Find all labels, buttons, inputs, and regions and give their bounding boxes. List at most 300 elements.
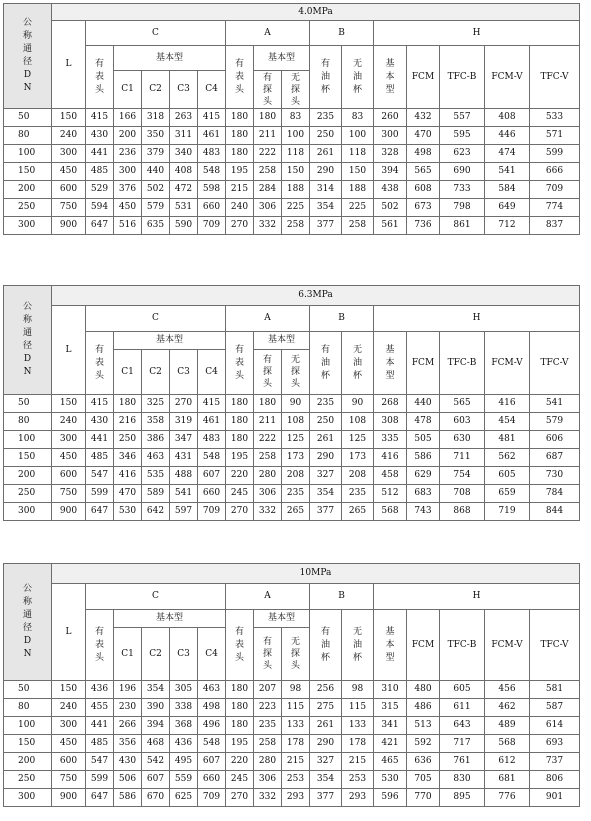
a-with-probe-header [254,350,282,395]
value-cell: 513 [407,717,440,735]
b-with-oil-cup-header [310,610,342,681]
c-c3-header: C3 [170,350,198,395]
value-cell: 587 [530,699,580,717]
value-cell: 225 [342,199,374,217]
value-cell: 431 [170,449,198,467]
h-fcm-header: FCM [407,610,440,681]
value-cell: 180 [226,413,254,431]
value-cell: 354 [310,485,342,503]
b-without-oil-cup-header [342,610,374,681]
value-cell: 215 [282,753,310,771]
value-cell: 481 [485,431,530,449]
c-c2-header: C2 [142,628,170,681]
value-cell: 315 [374,699,407,717]
value-cell: 258 [254,449,282,467]
value-cell: 125 [342,431,374,449]
value-cell: 115 [282,699,310,717]
value-cell: 600 [52,467,86,485]
value-cell: 488 [170,467,198,485]
value-cell: 450 [52,163,86,181]
c-c1-header: C1 [114,71,142,109]
value-cell: 261 [310,145,342,163]
dn-header-text: 公称通径DN [23,18,33,93]
dn-cell: 50 [4,109,52,127]
h-basic-header-text: 基本型 [385,344,395,381]
value-cell: 673 [407,199,440,217]
table-row [4,735,580,753]
value-cell: 335 [374,431,407,449]
value-cell: 108 [342,413,374,431]
value-cell: 150 [52,109,86,127]
group-b-header: B [310,584,374,610]
h-fcm-header: FCM [407,332,440,395]
table-row [4,127,580,145]
table-row [4,753,580,771]
value-cell: 390 [142,699,170,717]
value-cell: 530 [114,503,142,521]
value-cell: 310 [374,681,407,699]
value-cell: 461 [198,127,226,145]
h-tfc-b-header: TFC-B [440,610,485,681]
value-cell: 188 [282,181,310,199]
a-with-meter-header [226,610,254,681]
value-cell: 235 [282,485,310,503]
value-cell: 125 [282,431,310,449]
value-cell: 416 [374,449,407,467]
value-cell: 557 [440,109,485,127]
c-basic-type-header: 基本型 [114,332,226,350]
value-cell: 568 [374,503,407,521]
dn-header [4,564,52,681]
value-cell: 441 [86,431,114,449]
c-c3-header: C3 [170,628,198,681]
value-cell: 571 [530,127,580,145]
value-cell: 589 [142,485,170,503]
c-c2-header: C2 [142,350,170,395]
value-cell: 180 [226,717,254,735]
value-cell: 660 [198,771,226,789]
value-cell: 480 [407,681,440,699]
value-cell: 236 [114,145,142,163]
a-with-probe-header-text: 有探头 [263,355,273,389]
value-cell: 268 [374,395,407,413]
dn-header-text: 公称通径DN [23,302,33,377]
b-with-oil-cup-header [310,332,342,395]
a-basic-type-header: 基本型 [254,332,310,350]
value-cell: 215 [342,753,374,771]
table-row [4,467,580,485]
dn-cell: 250 [4,199,52,217]
value-cell: 258 [254,163,282,181]
value-cell: 643 [440,717,485,735]
pressure-title: 6.3MPa [52,286,580,306]
value-cell: 535 [142,467,170,485]
value-cell: 642 [142,503,170,521]
group-c-header: C [86,584,226,610]
spec-table-1 [3,3,580,235]
value-cell: 240 [52,127,86,145]
value-cell: 605 [440,681,485,699]
value-cell: 350 [142,127,170,145]
value-cell: 496 [198,717,226,735]
value-cell: 600 [52,753,86,771]
value-cell: 596 [374,789,407,807]
a-without-probe-header-text: 无探头 [291,355,301,389]
spec-table-2 [3,285,580,521]
group-a-header: A [226,306,310,332]
value-cell: 416 [485,395,530,413]
value-cell: 463 [142,449,170,467]
value-cell: 548 [198,735,226,753]
value-cell: 590 [170,217,198,235]
table-row [4,485,580,503]
value-cell: 90 [282,395,310,413]
value-cell: 900 [52,503,86,521]
value-cell: 311 [170,127,198,145]
value-cell: 512 [374,485,407,503]
value-cell: 505 [407,431,440,449]
value-cell: 581 [530,681,580,699]
c-c1-header: C1 [114,350,142,395]
value-cell: 250 [114,431,142,449]
value-cell: 432 [407,109,440,127]
table-row [4,181,580,199]
value-cell: 600 [52,181,86,199]
value-cell: 709 [198,503,226,521]
l-header: L [52,306,86,395]
value-cell: 461 [198,413,226,431]
value-cell: 568 [485,735,530,753]
value-cell: 305 [170,681,198,699]
value-cell: 180 [226,395,254,413]
value-cell: 415 [86,395,114,413]
value-cell: 458 [374,467,407,485]
value-cell: 455 [86,699,114,717]
value-cell: 270 [226,503,254,521]
value-cell: 261 [310,717,342,735]
value-cell: 245 [226,771,254,789]
value-cell: 150 [52,395,86,413]
value-cell: 98 [342,681,374,699]
value-cell: 465 [374,753,407,771]
value-cell: 647 [86,789,114,807]
value-cell: 415 [86,109,114,127]
table-row [4,395,580,413]
value-cell: 180 [226,127,254,145]
value-cell: 711 [440,449,485,467]
b-without-oil-cup-header-text: 无油杯 [353,626,363,663]
l-header: L [52,21,86,109]
group-c-header: C [86,306,226,332]
value-cell: 693 [530,735,580,753]
a-without-probe-header [282,350,310,395]
b-without-oil-cup-header [342,46,374,109]
value-cell: 776 [485,789,530,807]
value-cell: 150 [282,163,310,181]
value-cell: 250 [310,127,342,145]
value-cell: 354 [142,681,170,699]
value-cell: 245 [226,485,254,503]
a-with-probe-header [254,71,282,109]
value-cell: 450 [114,199,142,217]
value-cell: 659 [485,485,530,503]
a-with-meter-header-text: 有表头 [235,58,245,95]
value-cell: 440 [142,163,170,181]
h-tfc-b-header: TFC-B [440,332,485,395]
value-cell: 670 [142,789,170,807]
value-cell: 327 [310,467,342,485]
value-cell: 332 [254,217,282,235]
value-cell: 606 [530,431,580,449]
value-cell: 456 [485,681,530,699]
value-cell: 394 [374,163,407,181]
value-cell: 441 [86,145,114,163]
c-with-meter-header-text: 有表头 [95,344,105,381]
value-cell: 709 [198,217,226,235]
value-cell: 806 [530,771,580,789]
table-row [4,163,580,181]
c-basic-type-header: 基本型 [114,46,226,71]
b-without-oil-cup-header-text: 无油杯 [353,344,363,381]
value-cell: 798 [440,199,485,217]
value-cell: 586 [407,449,440,467]
value-cell: 450 [52,735,86,753]
value-cell: 774 [530,199,580,217]
value-cell: 284 [254,181,282,199]
value-cell: 235 [310,395,342,413]
dn-cell: 100 [4,431,52,449]
value-cell: 483 [198,145,226,163]
value-cell: 594 [86,199,114,217]
dn-cell: 250 [4,485,52,503]
b-with-oil-cup-header-text: 有油杯 [321,626,331,663]
value-cell: 300 [374,127,407,145]
value-cell: 683 [407,485,440,503]
value-cell: 300 [114,163,142,181]
value-cell: 166 [114,109,142,127]
value-cell: 240 [52,413,86,431]
value-cell: 485 [86,449,114,467]
value-cell: 83 [342,109,374,127]
value-cell: 133 [282,717,310,735]
value-cell: 258 [342,217,374,235]
value-cell: 314 [310,181,342,199]
group-a-header: A [226,21,310,46]
value-cell: 180 [226,681,254,699]
value-cell: 235 [254,717,282,735]
value-cell: 495 [170,753,198,771]
value-cell: 253 [282,771,310,789]
value-cell: 270 [226,789,254,807]
value-cell: 208 [342,467,374,485]
value-cell: 108 [282,413,310,431]
table-row [4,217,580,235]
value-cell: 719 [485,503,530,521]
value-cell: 463 [198,681,226,699]
dn-cell: 200 [4,181,52,199]
value-cell: 90 [342,395,374,413]
a-basic-type-header: 基本型 [254,610,310,628]
value-cell: 235 [342,485,374,503]
c-with-meter-header [86,610,114,681]
value-cell: 472 [170,181,198,199]
value-cell: 666 [530,163,580,181]
value-cell: 474 [485,145,530,163]
value-cell: 250 [310,413,342,431]
dn-cell: 80 [4,127,52,145]
value-cell: 266 [114,717,142,735]
value-cell: 306 [254,485,282,503]
value-cell: 356 [114,735,142,753]
value-cell: 901 [530,789,580,807]
value-cell: 325 [142,395,170,413]
value-cell: 180 [226,145,254,163]
value-cell: 211 [254,413,282,431]
value-cell: 258 [254,735,282,753]
h-fcm-v-header: FCM-V [485,332,530,395]
c-with-meter-header-text: 有表头 [95,58,105,95]
value-cell: 240 [52,699,86,717]
value-cell: 548 [198,449,226,467]
value-cell: 188 [342,181,374,199]
value-cell: 308 [374,413,407,431]
value-cell: 770 [407,789,440,807]
b-with-oil-cup-header-text: 有油杯 [321,58,331,95]
value-cell: 100 [342,127,374,145]
value-cell: 470 [114,485,142,503]
value-cell: 222 [254,145,282,163]
value-cell: 215 [226,181,254,199]
c-with-meter-header [86,332,114,395]
dn-cell: 150 [4,163,52,181]
dn-header [4,4,52,109]
value-cell: 743 [407,503,440,521]
b-without-oil-cup-header-text: 无油杯 [353,58,363,95]
value-cell: 178 [342,735,374,753]
b-without-oil-cup-header [342,332,374,395]
value-cell: 900 [52,789,86,807]
a-with-meter-header-text: 有表头 [235,344,245,381]
table-row [4,413,580,431]
value-cell: 584 [485,181,530,199]
value-cell: 579 [142,199,170,217]
value-cell: 830 [440,771,485,789]
value-cell: 712 [485,217,530,235]
value-cell: 629 [407,467,440,485]
value-cell: 485 [86,163,114,181]
a-basic-type-header: 基本型 [254,46,310,71]
value-cell: 180 [254,395,282,413]
value-cell: 150 [342,163,374,181]
value-cell: 328 [374,145,407,163]
value-cell: 379 [142,145,170,163]
value-cell: 647 [86,217,114,235]
value-cell: 733 [440,181,485,199]
table-row [4,503,580,521]
value-cell: 660 [198,199,226,217]
value-cell: 498 [407,145,440,163]
value-cell: 306 [254,199,282,217]
value-cell: 750 [52,485,86,503]
value-cell: 430 [86,127,114,145]
value-cell: 207 [254,681,282,699]
value-cell: 421 [374,735,407,753]
value-cell: 438 [374,181,407,199]
value-cell: 208 [282,467,310,485]
value-cell: 211 [254,127,282,145]
value-cell: 368 [170,717,198,735]
group-b-header: B [310,306,374,332]
c-c4-header: C4 [198,71,226,109]
h-basic-header [374,46,407,109]
value-cell: 900 [52,217,86,235]
value-cell: 708 [440,485,485,503]
dn-cell: 300 [4,789,52,807]
group-c-header: C [86,21,226,46]
value-cell: 630 [440,431,485,449]
dn-cell: 300 [4,503,52,521]
value-cell: 100 [282,127,310,145]
table-row [4,717,580,735]
h-fcm-v-header: FCM-V [485,610,530,681]
dn-header-text: 公称通径DN [23,584,33,659]
value-cell: 196 [114,681,142,699]
value-cell: 415 [198,109,226,127]
a-with-meter-header [226,46,254,109]
value-cell: 173 [342,449,374,467]
value-cell: 599 [86,485,114,503]
value-cell: 354 [310,199,342,217]
value-cell: 300 [52,145,86,163]
value-cell: 386 [142,431,170,449]
value-cell: 98 [282,681,310,699]
value-cell: 754 [440,467,485,485]
dn-cell: 200 [4,753,52,771]
value-cell: 195 [226,163,254,181]
value-cell: 635 [142,217,170,235]
value-cell: 547 [86,467,114,485]
value-cell: 280 [254,753,282,771]
group-a-header: A [226,584,310,610]
table-row [4,449,580,467]
value-cell: 868 [440,503,485,521]
value-cell: 598 [198,181,226,199]
value-cell: 347 [170,431,198,449]
value-cell: 687 [530,449,580,467]
value-cell: 579 [530,413,580,431]
value-cell: 290 [310,163,342,181]
value-cell: 529 [86,181,114,199]
value-cell: 548 [198,163,226,181]
value-cell: 506 [114,771,142,789]
value-cell: 636 [407,753,440,771]
c-c1-header: C1 [114,628,142,681]
value-cell: 133 [342,717,374,735]
value-cell: 561 [374,217,407,235]
dn-cell: 50 [4,395,52,413]
b-with-oil-cup-header [310,46,342,109]
value-cell: 486 [407,699,440,717]
value-cell: 358 [142,413,170,431]
value-cell: 265 [282,503,310,521]
table-row [4,699,580,717]
dn-cell: 80 [4,413,52,431]
value-cell: 195 [226,449,254,467]
value-cell: 502 [142,181,170,199]
value-cell: 736 [407,217,440,235]
table-row [4,771,580,789]
value-cell: 260 [374,109,407,127]
